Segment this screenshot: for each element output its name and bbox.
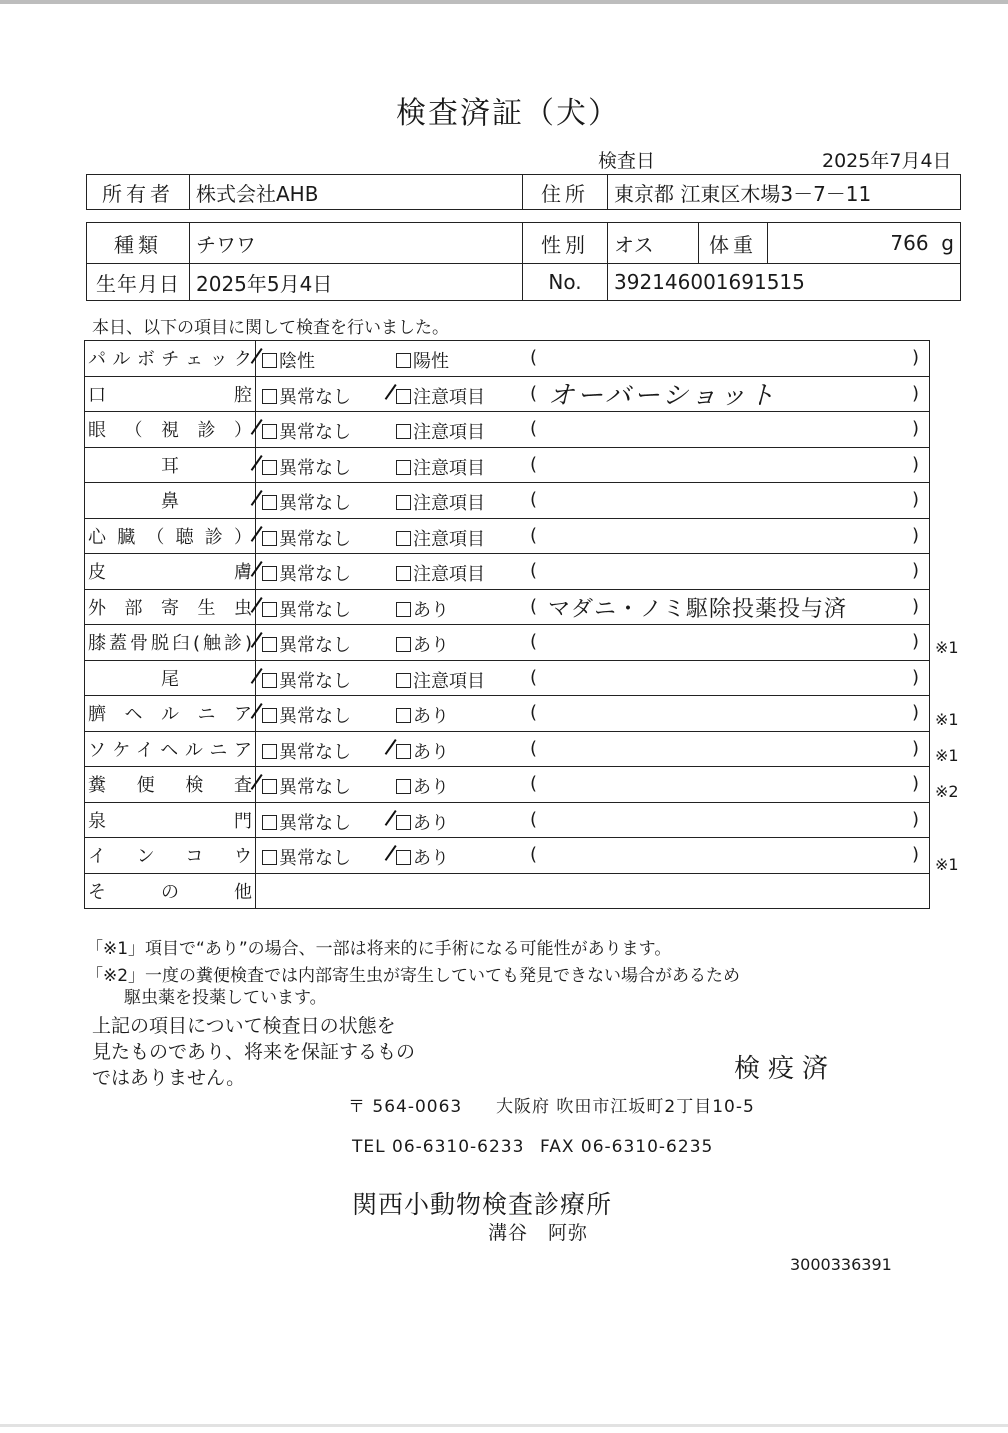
checked-box-icon[interactable]	[262, 708, 277, 723]
checked-box-icon[interactable]	[262, 353, 277, 368]
checklist-item-cell	[85, 731, 256, 767]
paren-close: )	[912, 631, 920, 652]
empty-box-icon[interactable]	[396, 424, 411, 439]
paren-close: )	[912, 702, 920, 723]
empty-box-icon[interactable]	[396, 602, 411, 617]
weight-cell	[768, 223, 961, 264]
paren-close: )	[912, 560, 920, 581]
paren-open: (	[530, 666, 538, 688]
checkbox-option[interactable]	[396, 525, 485, 551]
address-value: 東京都 江東区木場3－7－11	[608, 175, 961, 210]
birth-value: 2025年5月4日	[190, 264, 523, 301]
checked-box-icon[interactable]	[262, 495, 277, 510]
checkbox-option[interactable]	[396, 418, 485, 444]
checklist-item-label: 糞便検査	[88, 775, 252, 797]
checked-box-icon[interactable]	[262, 637, 277, 652]
paren-close: )	[912, 524, 920, 546]
checklist-row	[85, 554, 930, 590]
checklist-item-cell	[85, 341, 256, 377]
empty-box-icon[interactable]	[262, 744, 277, 759]
checkbox-option-label: あり	[413, 848, 449, 869]
owner-value: 株式会社AHB	[190, 175, 523, 210]
checklist-row	[85, 518, 930, 554]
checklist-row	[85, 341, 930, 377]
empty-box-icon[interactable]	[262, 815, 277, 830]
checkbox-option[interactable]	[262, 489, 351, 515]
empty-box-icon[interactable]	[396, 460, 411, 475]
clinic-address: 大阪府 吹田市江坂町2丁目10-5	[496, 1097, 755, 1117]
checkbox-option-label: 注意項目	[413, 493, 485, 514]
checkbox-option-label: 注意項目	[413, 457, 485, 479]
checklist-item-cell	[85, 625, 256, 661]
intro-text: 本日、以下の項目に関して検査を行いました。	[92, 318, 449, 338]
checklist-item-cell	[85, 873, 256, 909]
empty-box-icon[interactable]	[396, 531, 411, 546]
breed-label: 種類	[87, 223, 190, 264]
checked-box-icon[interactable]	[262, 424, 277, 439]
empty-box-icon[interactable]	[396, 353, 411, 368]
birth-label: 生年月日	[87, 264, 190, 301]
checklist-item-cell	[85, 802, 256, 838]
checkbox-option[interactable]	[396, 347, 449, 373]
document-title: 検査済証（犬）	[396, 96, 620, 131]
checkbox-option[interactable]	[262, 596, 351, 622]
weight-unit: g	[941, 231, 954, 255]
checklist-item-cell	[85, 447, 256, 483]
paren-open: (	[530, 737, 538, 759]
animal-table	[86, 222, 961, 301]
checklist-options-cell	[256, 518, 930, 554]
checkbox-option-label: 異常なし	[279, 528, 351, 550]
checklist-item-cell	[85, 660, 256, 696]
footnote-mark: ※1	[935, 637, 959, 657]
checked-box-icon[interactable]	[262, 460, 277, 475]
checkbox-option[interactable]	[396, 667, 485, 693]
checkbox-option[interactable]	[262, 418, 351, 444]
checkbox-option[interactable]	[262, 702, 351, 728]
checklist-row	[85, 447, 930, 483]
checklist-item-label: パルボチェック	[88, 349, 252, 371]
checkbox-option[interactable]	[396, 454, 485, 480]
no-label: No.	[523, 264, 608, 301]
checklist-item-label: 皮膚	[88, 562, 252, 584]
checkbox-option[interactable]	[262, 773, 351, 799]
checklist-row	[85, 696, 930, 732]
serial-number: 3000336391	[790, 1255, 892, 1274]
checkbox-option[interactable]	[396, 773, 449, 799]
empty-box-icon[interactable]	[262, 850, 277, 865]
checkbox-option[interactable]	[262, 454, 351, 480]
empty-box-icon[interactable]	[396, 637, 411, 652]
checklist-options-cell	[256, 554, 930, 590]
checklist-options-cell	[256, 625, 930, 661]
empty-box-icon[interactable]	[396, 495, 411, 510]
checklist-options-cell	[256, 447, 930, 483]
checkbox-option[interactable]	[396, 489, 485, 515]
checkbox-option[interactable]	[262, 347, 315, 373]
owner-table	[86, 174, 961, 210]
inspection-date-value: 2025年7月4日	[822, 150, 952, 172]
checkbox-option-label: あり	[413, 777, 449, 798]
checked-box-icon[interactable]	[262, 779, 277, 794]
checklist-options-cell	[256, 696, 930, 732]
checklist-options-cell	[256, 731, 930, 767]
checkbox-option-label: 異常なし	[279, 777, 351, 798]
checkbox-option-label: 異常なし	[279, 564, 351, 585]
checkbox-option-label: 異常なし	[279, 422, 351, 443]
checkbox-option-label: 陰性	[279, 351, 315, 372]
checklist-note: オーバーショット	[548, 380, 778, 411]
checklist-row	[85, 412, 930, 448]
footnote-2: 「※2」一度の糞便検査では内部寄生虫が寄生していても発見できない場合があるため	[86, 966, 741, 986]
checklist-item-label: 外部寄生虫	[88, 597, 252, 619]
checklist-options-cell	[256, 838, 930, 874]
statement-line-1: 上記の項目について検査日の状態を	[92, 1015, 396, 1037]
checklist-item-label: 耳	[161, 455, 179, 477]
checked-box-icon[interactable]	[262, 531, 277, 546]
checkbox-option-label: 異常なし	[279, 848, 351, 869]
checkbox-option-label: 注意項目	[413, 528, 485, 550]
checklist-row	[85, 731, 930, 767]
paren-close: )	[912, 737, 920, 759]
checkbox-option-label: あり	[413, 812, 449, 834]
footnote-mark: ※1	[935, 710, 959, 729]
weight-value: 766	[890, 231, 929, 255]
checkbox-option-label: あり	[413, 599, 449, 621]
sex-label: 性別	[523, 223, 608, 264]
paren-open: (	[530, 347, 538, 368]
paren-open: (	[530, 595, 538, 617]
paren-close: )	[912, 844, 920, 865]
checklist-row	[85, 589, 930, 625]
checklist-item-cell	[85, 767, 256, 803]
bottom-edge	[0, 1424, 1008, 1427]
paren-close: )	[912, 489, 920, 510]
checklist-options-cell	[256, 412, 930, 448]
statement-line-2: 見たものであり、将来を保証するもの	[92, 1041, 416, 1063]
empty-box-icon[interactable]	[396, 673, 411, 688]
checklist-row	[85, 838, 930, 874]
checked-box-icon[interactable]	[396, 744, 411, 759]
paren-open: (	[530, 631, 538, 652]
checkbox-option-label: 異常なし	[279, 706, 351, 727]
checkbox-option-label: あり	[413, 706, 449, 727]
checklist-item-cell	[85, 589, 256, 625]
paren-open: (	[530, 524, 538, 546]
footnote-mark: ※1	[935, 746, 959, 766]
checkbox-option[interactable]	[262, 844, 351, 870]
checkbox-option[interactable]	[396, 631, 449, 657]
checklist-item-cell	[85, 696, 256, 732]
checklist-item-cell	[85, 518, 256, 554]
checkbox-option[interactable]	[262, 667, 351, 693]
paren-open: (	[530, 382, 538, 404]
checked-box-icon[interactable]	[396, 850, 411, 865]
checkbox-option-label: 注意項目	[413, 670, 485, 692]
checklist-options-cell	[256, 376, 930, 412]
footnote-1: 「※1」項目で“あり”の場合、一部は将来的に手術になる可能性があります。	[86, 939, 672, 959]
checked-box-icon[interactable]	[262, 602, 277, 617]
checked-box-icon[interactable]	[262, 566, 277, 581]
footnote-mark: ※1	[935, 854, 959, 874]
paren-open: (	[530, 844, 538, 865]
paren-open: (	[530, 418, 538, 439]
checkbox-option-label: 異常なし	[279, 386, 351, 408]
checkbox-option-label: 異常なし	[279, 635, 351, 656]
checkbox-option-label: 異常なし	[279, 741, 351, 763]
paren-close: )	[912, 595, 920, 617]
other-label: その他	[88, 881, 252, 903]
checkbox-option-label: 異常なし	[279, 670, 351, 692]
checked-box-icon[interactable]	[396, 815, 411, 830]
checklist-note: マダニ・ノミ駆除投薬投与済	[548, 596, 848, 622]
checklist-item-cell	[85, 554, 256, 590]
checkbox-option[interactable]	[396, 596, 449, 622]
paren-open: (	[530, 560, 538, 581]
checklist-item-cell	[85, 376, 256, 412]
checklist-row	[85, 625, 930, 661]
clinic-name: 関西小動物検査診療所	[352, 1190, 613, 1219]
checklist-options-cell	[256, 483, 930, 519]
checkbox-option[interactable]	[396, 383, 485, 409]
checklist-options-cell	[256, 802, 930, 838]
checklist-row	[85, 660, 930, 696]
clinic-fax: FAX 06-6310-6235	[540, 1137, 714, 1157]
inspection-date-label: 検査日	[598, 150, 656, 172]
paren-close: )	[912, 418, 920, 439]
checkbox-option[interactable]	[396, 809, 449, 835]
checklist-row	[85, 376, 930, 412]
checkbox-option[interactable]	[396, 844, 449, 870]
checklist-item-label: 尾	[161, 668, 179, 690]
checkbox-option-label: 陽性	[413, 351, 449, 372]
checklist-item-cell	[85, 483, 256, 519]
checkbox-option-label: 異常なし	[279, 812, 351, 834]
empty-box-icon[interactable]	[262, 389, 277, 404]
checkbox-option[interactable]	[262, 560, 351, 586]
paren-open: (	[530, 808, 538, 830]
checked-box-icon[interactable]	[262, 673, 277, 688]
checklist-item-label: ソケイヘルニア	[88, 739, 252, 761]
checkbox-option[interactable]	[396, 702, 449, 728]
checklist-row	[85, 483, 930, 519]
quarantine-stamp: 検疫済	[734, 1054, 837, 1084]
checkbox-option-label: 異常なし	[279, 599, 351, 621]
sex-value: オス	[608, 223, 699, 264]
empty-box-icon[interactable]	[396, 566, 411, 581]
empty-box-icon[interactable]	[396, 708, 411, 723]
paren-open: (	[530, 453, 538, 475]
footnote-3: 駆虫薬を投薬しています。	[124, 988, 327, 1008]
checklist-item-label: 膝蓋骨脱臼(触診)	[88, 633, 252, 655]
checklist-options-cell	[256, 589, 930, 625]
paren-close: )	[912, 382, 920, 404]
checkbox-option[interactable]	[262, 631, 351, 657]
checkbox-option-label: 異常なし	[279, 493, 351, 514]
checked-box-icon[interactable]	[396, 389, 411, 404]
no-value: 392146001691515	[608, 264, 961, 301]
checkbox-option-label: 注意項目	[413, 386, 485, 408]
clinic-tel: TEL 06-6310-6233	[352, 1137, 525, 1157]
checkbox-option-label: あり	[413, 741, 449, 763]
paren-close: )	[912, 666, 920, 688]
checklist-item-cell	[85, 838, 256, 874]
checklist-item-label: 口腔	[88, 384, 252, 406]
checklist-item-label: 心臓（聴診）	[88, 526, 252, 548]
checkbox-option[interactable]	[262, 738, 351, 764]
checklist-item-label: 眼（視診）	[88, 420, 252, 442]
checklist-item-label: インコウ	[88, 846, 252, 868]
footnote-mark: ※2	[935, 782, 959, 802]
checkbox-option[interactable]	[396, 738, 449, 764]
checkbox-option[interactable]	[262, 809, 351, 835]
checkbox-option-label: あり	[413, 635, 449, 656]
checkbox-option[interactable]	[262, 383, 351, 409]
owner-label: 所有者	[87, 175, 190, 210]
checklist-item-label: 臍ヘルニア	[88, 704, 252, 726]
checklist-row-other	[85, 873, 930, 909]
checkbox-option[interactable]	[396, 560, 485, 586]
paren-close: )	[912, 347, 920, 368]
paren-open: (	[530, 773, 538, 794]
paren-close: )	[912, 453, 920, 475]
checklist-options-cell	[256, 767, 930, 803]
paren-open: (	[530, 702, 538, 723]
top-edge	[0, 0, 1008, 4]
inspector-name: 溝谷 阿弥	[488, 1222, 589, 1244]
checklist-options-cell	[256, 341, 930, 377]
checkbox-option-label: 注意項目	[413, 564, 485, 585]
address-label: 住所	[523, 175, 608, 210]
checklist-item-cell	[85, 412, 256, 448]
checkbox-option-label: 異常なし	[279, 457, 351, 479]
postal-code: 〒 564-0063	[348, 1097, 463, 1117]
breed-value: チワワ	[190, 223, 523, 264]
paren-close: )	[912, 773, 920, 794]
paren-open: (	[530, 489, 538, 510]
checklist-item-label: 泉門	[88, 810, 252, 832]
empty-box-icon[interactable]	[396, 779, 411, 794]
checklist-options-cell	[256, 660, 930, 696]
statement-line-3: ではありません。	[92, 1067, 246, 1089]
weight-label: 体重	[699, 223, 768, 264]
checklist-item-label: 鼻	[161, 491, 179, 513]
checklist-table	[84, 340, 930, 909]
checkbox-option[interactable]	[262, 525, 351, 551]
other-value-cell[interactable]	[256, 873, 930, 909]
checklist-row	[85, 802, 930, 838]
checkbox-option-label: 注意項目	[413, 422, 485, 443]
checklist-row	[85, 767, 930, 803]
paren-close: )	[912, 808, 920, 830]
